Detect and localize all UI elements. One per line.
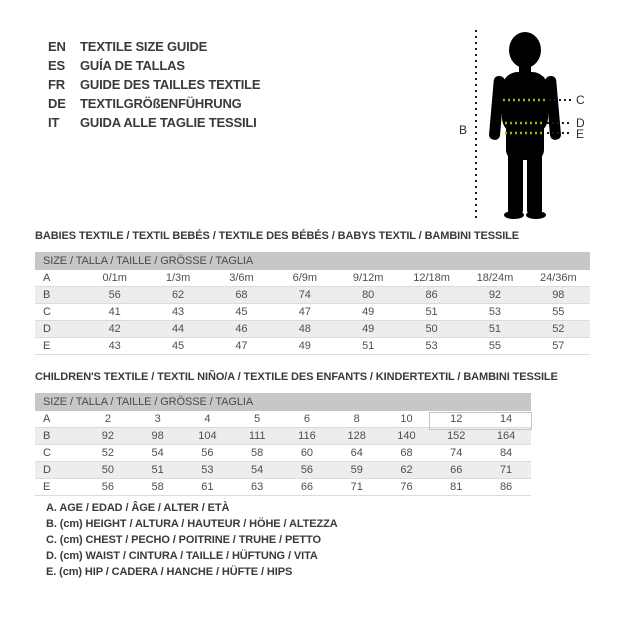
- value-cell: 56: [83, 479, 133, 496]
- language-label: TEXTILGRÖßENFÜHRUNG: [80, 96, 242, 111]
- language-code: ES: [48, 58, 65, 73]
- language-label: GUIDE DES TAILLES TEXTILE: [80, 77, 261, 92]
- legend-height: B. (cm) HEIGHT / ALTURA / HAUTEUR / HÖHE / ALTEZZA: [46, 518, 338, 530]
- language-row-en: [48, 37, 260, 56]
- value-cell: 53: [463, 304, 526, 321]
- table-row: [35, 304, 590, 321]
- table-row: [35, 445, 531, 462]
- value-cell: 51: [133, 462, 183, 479]
- value-cell: 52: [527, 321, 590, 338]
- value-cell: 12/18m: [400, 270, 463, 287]
- value-cell: 61: [183, 479, 233, 496]
- value-cell: 86: [481, 479, 531, 496]
- measurement-figure: [453, 8, 605, 234]
- value-cell: 62: [382, 462, 432, 479]
- value-cell: 66: [431, 462, 481, 479]
- value-cell: 10: [382, 411, 432, 428]
- label-e: E: [576, 127, 585, 141]
- value-cell: 74: [431, 445, 481, 462]
- value-cell: 128: [332, 428, 382, 445]
- value-cell: 0/1m: [83, 270, 146, 287]
- language-label: GUÍA DE TALLAS: [80, 58, 185, 73]
- value-cell: 60: [282, 445, 332, 462]
- value-cell: 12: [431, 411, 481, 428]
- value-cell: 56: [282, 462, 332, 479]
- legend-waist: D. (cm) WAIST / CINTURA / TAILLE / HÜFTUNG / VITA: [46, 550, 318, 562]
- value-cell: 1/3m: [146, 270, 209, 287]
- row-label: D: [35, 321, 83, 338]
- value-cell: 58: [232, 445, 282, 462]
- children-section-title: CHILDREN'S TEXTILE / TEXTIL NIÑO/A / TEXTILE DES ENFANTS / KINDERTEXTIL / BAMBINI TESSILE: [35, 371, 558, 383]
- value-cell: 74: [273, 287, 336, 304]
- measurement-legend: [46, 500, 338, 580]
- value-cell: 54: [133, 445, 183, 462]
- language-label: GUIDA ALLE TAGLIE TESSILI: [80, 115, 257, 130]
- value-cell: 56: [83, 287, 146, 304]
- value-cell: 152: [431, 428, 481, 445]
- row-label: C: [35, 445, 83, 462]
- table-row: [35, 428, 531, 445]
- children-size-header-bar: SIZE / TALLA / TAILLE / GRÖSSE / TAGLIA: [35, 393, 531, 411]
- babies-section-title: BABIES TEXTILE / TEXTIL BEBÉS / TEXTILE DES BÉBÉS / BABYS TEXTIL / BAMBINI TESSILE: [35, 230, 520, 242]
- value-cell: 76: [382, 479, 432, 496]
- table-row: [35, 338, 590, 355]
- value-cell: 164: [481, 428, 531, 445]
- value-cell: 57: [527, 338, 590, 355]
- value-cell: 55: [527, 304, 590, 321]
- label-d: D: [576, 116, 585, 130]
- value-cell: 41: [83, 304, 146, 321]
- children-size-table: [35, 393, 531, 496]
- label-c: C: [576, 93, 585, 107]
- row-label: B: [35, 428, 83, 445]
- value-cell: 46: [210, 321, 273, 338]
- table-row: [35, 270, 590, 287]
- value-cell: 4: [183, 411, 233, 428]
- value-cell: 92: [463, 287, 526, 304]
- label-b: B: [459, 123, 468, 137]
- value-cell: 51: [463, 321, 526, 338]
- language-row-de: [48, 94, 260, 113]
- value-cell: 5: [232, 411, 282, 428]
- value-cell: 45: [146, 338, 209, 355]
- value-cell: 45: [210, 304, 273, 321]
- value-cell: 63: [232, 479, 282, 496]
- child-silhouette: [489, 32, 562, 219]
- value-cell: 14: [481, 411, 531, 428]
- value-cell: 51: [400, 304, 463, 321]
- value-cell: 50: [83, 462, 133, 479]
- value-cell: 51: [337, 338, 400, 355]
- babies-size-header-bar: SIZE / TALLA / TAILLE / GRÖSSE / TAGLIA: [35, 252, 590, 270]
- value-cell: 6: [282, 411, 332, 428]
- value-cell: 3/6m: [210, 270, 273, 287]
- language-guide: [48, 37, 260, 132]
- value-cell: 59: [332, 462, 382, 479]
- legend-age: A. AGE / EDAD / ÂGE / ALTER / ETÀ: [46, 502, 230, 514]
- value-cell: 53: [183, 462, 233, 479]
- value-cell: 92: [83, 428, 133, 445]
- language-code: EN: [48, 39, 66, 54]
- value-cell: 62: [146, 287, 209, 304]
- value-cell: 43: [146, 304, 209, 321]
- table-row: [35, 462, 531, 479]
- value-cell: 81: [431, 479, 481, 496]
- value-cell: 49: [337, 304, 400, 321]
- value-cell: 54: [232, 462, 282, 479]
- value-cell: 66: [282, 479, 332, 496]
- value-cell: 50: [400, 321, 463, 338]
- value-cell: 8: [332, 411, 382, 428]
- value-cell: 104: [183, 428, 233, 445]
- table-row: [35, 287, 590, 304]
- language-code: FR: [48, 77, 65, 92]
- row-label: B: [35, 287, 83, 304]
- language-code: IT: [48, 115, 60, 130]
- legend-hip: E. (cm) HIP / CADERA / HANCHE / HÜFTE / HIPS: [46, 566, 293, 578]
- value-cell: 56: [183, 445, 233, 462]
- language-code: DE: [48, 96, 66, 111]
- row-label: C: [35, 304, 83, 321]
- value-cell: 47: [273, 304, 336, 321]
- table-row: [35, 479, 531, 496]
- value-cell: 9/12m: [337, 270, 400, 287]
- value-cell: 6/9m: [273, 270, 336, 287]
- value-cell: 44: [146, 321, 209, 338]
- value-cell: 52: [83, 445, 133, 462]
- value-cell: 84: [481, 445, 531, 462]
- row-label: E: [35, 338, 83, 355]
- value-cell: 111: [232, 428, 282, 445]
- table-row: [35, 411, 531, 428]
- value-cell: 2: [83, 411, 133, 428]
- language-row-it: [48, 113, 260, 132]
- value-cell: 43: [83, 338, 146, 355]
- value-cell: 24/36m: [527, 270, 590, 287]
- value-cell: 3: [133, 411, 183, 428]
- row-label: D: [35, 462, 83, 479]
- value-cell: 47: [210, 338, 273, 355]
- babies-size-table: [35, 252, 590, 355]
- legend-chest: C. (cm) CHEST / PECHO / POITRINE / TRUHE / PETTO: [46, 534, 321, 546]
- value-cell: 86: [400, 287, 463, 304]
- value-cell: 68: [382, 445, 432, 462]
- language-row-fr: [48, 75, 260, 94]
- value-cell: 98: [133, 428, 183, 445]
- value-cell: 98: [527, 287, 590, 304]
- row-label: E: [35, 479, 83, 496]
- value-cell: 140: [382, 428, 432, 445]
- value-cell: 80: [337, 287, 400, 304]
- row-label: A: [35, 411, 83, 428]
- language-label: TEXTILE SIZE GUIDE: [80, 39, 208, 54]
- table-row: [35, 321, 590, 338]
- value-cell: 42: [83, 321, 146, 338]
- value-cell: 64: [332, 445, 382, 462]
- value-cell: 55: [463, 338, 526, 355]
- value-cell: 71: [332, 479, 382, 496]
- value-cell: 58: [133, 479, 183, 496]
- language-row-es: [48, 56, 260, 75]
- value-cell: 49: [337, 321, 400, 338]
- value-cell: 48: [273, 321, 336, 338]
- value-cell: 68: [210, 287, 273, 304]
- value-cell: 49: [273, 338, 336, 355]
- value-cell: 116: [282, 428, 332, 445]
- child-silhouette-illustration: [453, 8, 605, 234]
- value-cell: 53: [400, 338, 463, 355]
- value-cell: 71: [481, 462, 531, 479]
- row-label: A: [35, 270, 83, 287]
- value-cell: 18/24m: [463, 270, 526, 287]
